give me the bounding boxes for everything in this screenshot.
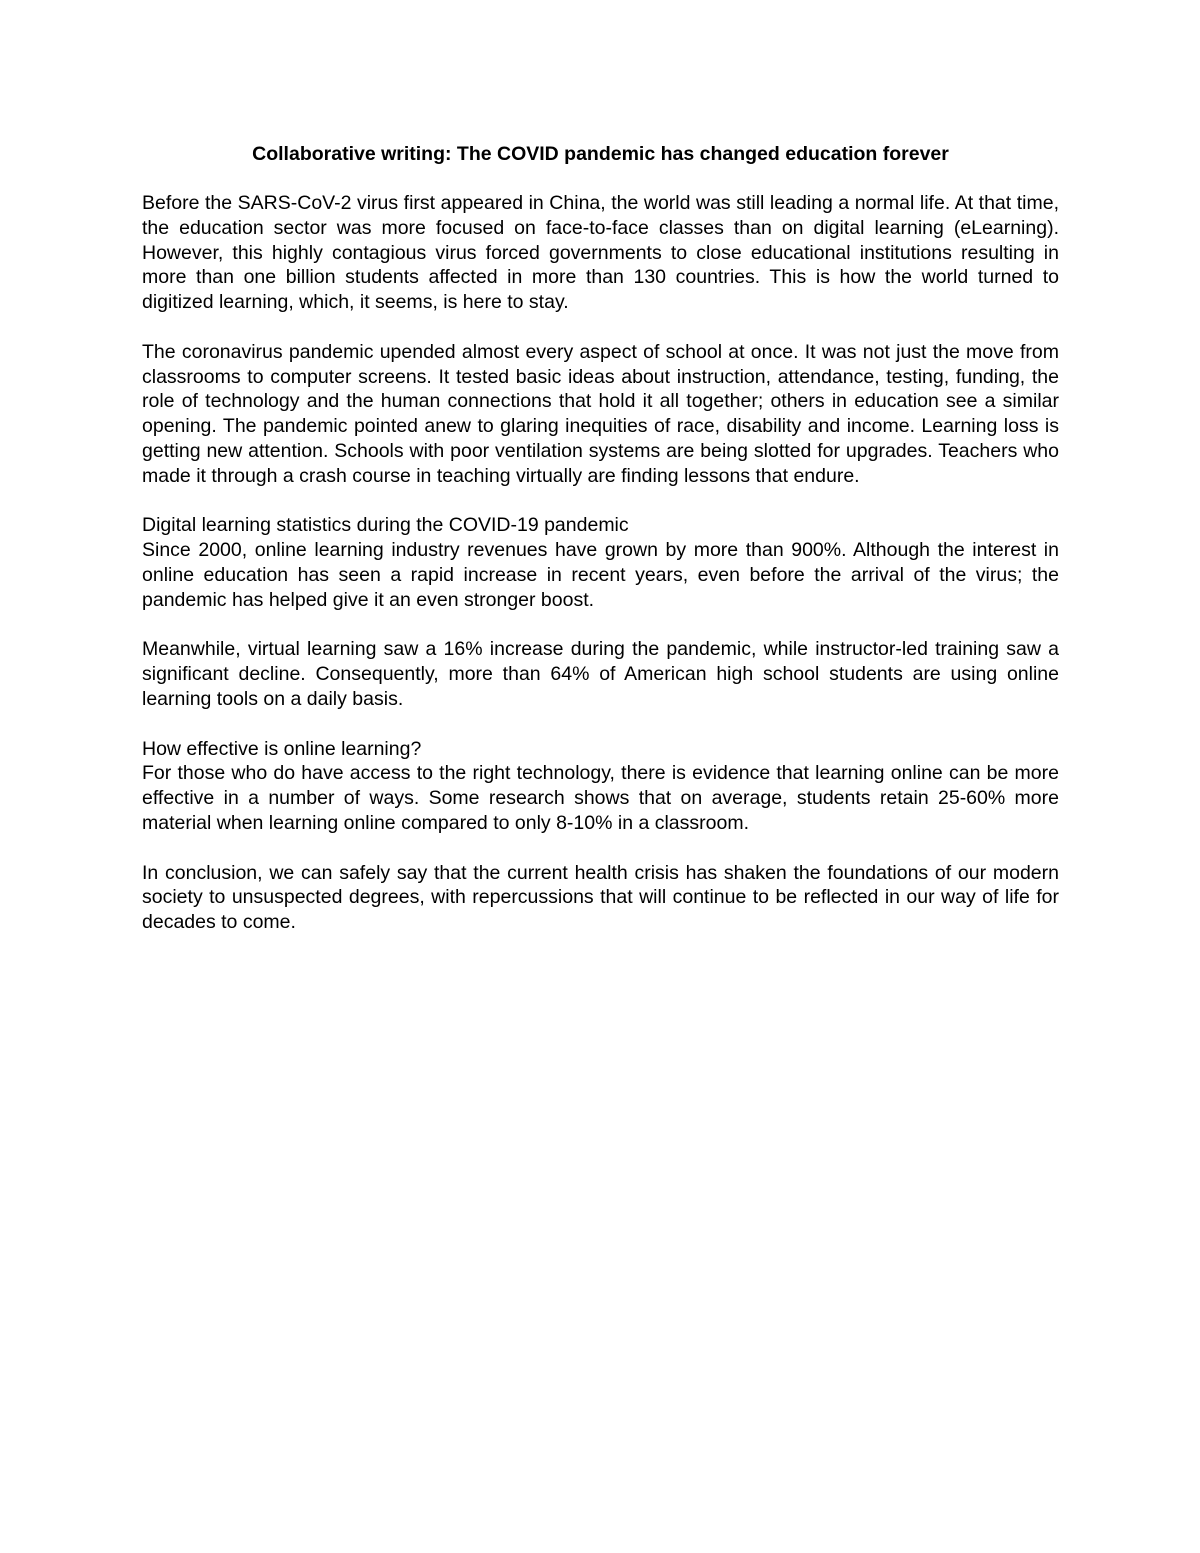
paragraph-pandemic-impact: The coronavirus pandemic upended almost every aspect of school at once. It was not just the move from classrooms to computer screens. It tested basic ideas about instruction, attendance, testing, funding, the role of technology and the human connections that hold it all together; others in education see a similar opening. The pandemic pointed anew to glaring inequities of race, disability and income. Learning loss is getting new attention. Schools with poor ventilation systems are being slotted for upgrades. Teachers who made it through a crash course in teaching virtually are finding lessons that endure. (142, 340, 1059, 487)
paragraph-intro: Before the SARS-CoV-2 virus first appeared in China, the world was still leading a normal life. At that time, the education sector was more focused on face-to-face classes than on digital learning (eLearning). However, this highly contagious virus forced governments to close educational institutions resulting in more than one billion students affected in more than 130 countries. This is how the world turned to digitized learning, which, it seems, is here to stay. (142, 192, 1059, 314)
paragraph-statistics-body: Since 2000, online learning industry revenues have grown by more than 900%. Although the interest in online education has seen a rapid increase in recent years, even before the arrival of the virus; the pandemic has helped give it an even stronger boost. (142, 539, 1059, 611)
paragraph-virtual-learning: Meanwhile, virtual learning saw a 16% increase during the pandemic, while instructor-led training saw a significant decline. Consequently, more than 64% of American high school students are using online learning tools on a daily basis. (142, 638, 1059, 710)
paragraph-digital-statistics (142, 513, 1059, 612)
document-page (142, 142, 1059, 960)
paragraph-effectiveness-body: For those who do have access to the right technology, there is evidence that learning online can be more effective in a number of ways. Some research shows that on average, students retain 25-60% more material when learning online compared to only 8-10% in a classroom. (142, 762, 1059, 834)
section-heading-statistics: Digital learning statistics during the COVID-19 pandemic (142, 514, 629, 537)
document-title: Collaborative writing: The COVID pandemic has changed education forever (252, 143, 949, 165)
paragraph-conclusion: In conclusion, we can safely say that the current health crisis has shaken the foundations of our modern society to unsuspected degrees, with repercussions that will continue to be reflected in our way of life for decades to come. (142, 861, 1059, 934)
section-heading-effectiveness: How effective is online learning? (142, 737, 422, 760)
paragraph-effectiveness (142, 737, 1059, 836)
